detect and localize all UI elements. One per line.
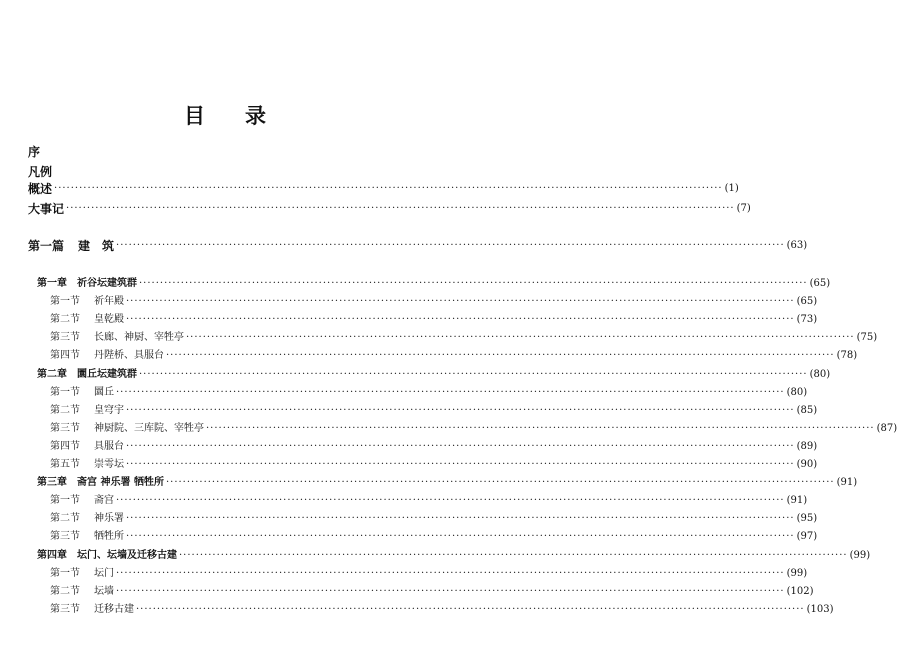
leader-dots: ································································································································································: [186, 332, 855, 343]
toc-section-item[interactable]: [0, 565, 808, 583]
leader-dots: ································································································································································: [166, 350, 835, 361]
leader-dots: ································································································································································: [116, 568, 785, 579]
toc-section-number: 第五节: [50, 459, 80, 470]
toc-entry-title: 迁移古建: [94, 604, 134, 615]
toc-chapter-number: 第三章: [37, 477, 67, 488]
toc-front-item[interactable]: [0, 163, 450, 181]
leader-dots: ································································································································································: [126, 314, 795, 325]
toc-entry-title: 崇雩坛: [94, 459, 124, 470]
toc-section-number: 第一节: [50, 495, 80, 506]
leader-dots: ································································································································································: [126, 531, 795, 542]
toc-page-number: (65): [809, 278, 831, 289]
title-char-2: 录: [245, 104, 266, 128]
toc-chapter-item[interactable]: [0, 366, 831, 384]
toc-section-item[interactable]: [0, 456, 818, 474]
toc-section-item[interactable]: [0, 438, 818, 456]
leader-dots: ································································································································································: [126, 296, 795, 307]
toc-entry-title: 长廊、神厨、宰牲亭: [94, 332, 184, 343]
toc-section-number: 第一节: [50, 387, 80, 398]
toc-page-number: (102): [786, 586, 814, 597]
toc-page-number: (73): [796, 314, 818, 325]
toc-front-item[interactable]: [0, 180, 739, 198]
leader-dots: ································································································································································: [126, 459, 795, 470]
toc-section-item[interactable]: [0, 384, 808, 402]
toc-section-item[interactable]: [0, 510, 818, 528]
leader-dots: ································································································································································: [116, 240, 785, 251]
toc-section-number: 第三节: [50, 531, 80, 542]
toc-section-item[interactable]: [0, 601, 834, 619]
leader-dots: ································································································································································: [139, 278, 808, 289]
leader-dots: ································································································································································: [179, 550, 848, 561]
toc-page-number: (7): [736, 203, 751, 214]
toc-label: 大事记: [28, 202, 65, 216]
toc-entry-title: 具服台: [94, 441, 124, 452]
leader-dots: ································································································································································: [126, 513, 795, 524]
toc-entry-title: 斋宫 神乐署 牺牲所: [77, 477, 164, 488]
toc-entry-title: 牺牲所: [94, 531, 124, 542]
toc-part-title: 建 筑: [78, 239, 115, 253]
toc-page-number: (95): [796, 513, 818, 524]
toc-page-number: (99): [849, 550, 871, 561]
toc-page-number: (78): [836, 350, 858, 361]
toc-section-number: 第一节: [50, 568, 80, 579]
toc-section-item[interactable]: [0, 420, 897, 438]
toc-section-item[interactable]: [0, 311, 818, 329]
toc-section-item[interactable]: [0, 528, 818, 546]
toc-page-number: (91): [836, 477, 858, 488]
toc-page-number: (90): [796, 459, 818, 470]
toc-part-number: 第一篇: [28, 239, 65, 253]
toc-section-number: 第一节: [50, 296, 80, 307]
toc-section-number: 第三节: [50, 423, 80, 434]
toc-page-number: (99): [786, 568, 808, 579]
toc-page-number: (80): [809, 369, 831, 380]
toc-section-number: 第四节: [50, 350, 80, 361]
toc-entry-title: 斋宫: [94, 495, 114, 506]
leader-dots: ································································································································································: [126, 405, 795, 416]
toc-page-number: (103): [806, 604, 834, 615]
toc-section-item[interactable]: [0, 293, 818, 311]
leader-dots: ································································································································································: [66, 203, 735, 214]
toc-front-item[interactable]: [0, 143, 450, 161]
toc-chapter-item[interactable]: [0, 275, 831, 293]
toc-chapter-item[interactable]: [0, 474, 858, 492]
toc-section-number: 第三节: [50, 604, 80, 615]
toc-section-number: 第二节: [50, 405, 80, 416]
toc-page-number: (65): [796, 296, 818, 307]
toc-entry-title: 皇穹宇: [94, 405, 124, 416]
toc-section-number: 第四节: [50, 441, 80, 452]
toc-chapter-number: 第四章: [37, 550, 67, 561]
toc-section-item[interactable]: [0, 492, 808, 510]
toc-entry-title: 神厨院、三库院、宰牲亭: [94, 423, 204, 434]
toc-part-item[interactable]: [0, 237, 808, 255]
toc-chapter-number: 第二章: [37, 369, 67, 380]
toc-entry-title: 皇乾殿: [94, 314, 124, 325]
leader-dots: ································································································································································: [206, 423, 875, 434]
toc-section-item[interactable]: [0, 402, 818, 420]
toc-section-item[interactable]: [0, 329, 878, 347]
toc-section-item[interactable]: [0, 583, 814, 601]
toc-label: 概述: [28, 182, 53, 196]
toc-page-number: (89): [796, 441, 818, 452]
toc-front-item[interactable]: [0, 200, 751, 218]
toc-entry-title: 圜丘: [94, 387, 114, 398]
toc-entry-title: 神乐署: [94, 513, 124, 524]
toc-entry-title: 坛门: [94, 568, 114, 579]
toc-entry-title: 祈谷坛建筑群: [77, 278, 137, 289]
leader-dots: ································································································································································: [136, 604, 805, 615]
page-title: [0, 100, 450, 130]
toc-page-number: (85): [796, 405, 818, 416]
leader-dots: ································································································································································: [116, 586, 785, 597]
toc-page-number: (1): [724, 183, 739, 194]
toc-entry-title: 丹陛桥、具服台: [94, 350, 164, 361]
toc-chapter-number: 第一章: [37, 278, 67, 289]
toc-entry-title: 祈年殿: [94, 296, 124, 307]
leader-dots: ································································································································································: [165, 477, 835, 488]
toc-entry-title: 坛门、坛墙及迁移古建: [77, 550, 177, 561]
toc-section-number: 第三节: [50, 332, 80, 343]
toc-page-number: (80): [786, 387, 808, 398]
toc-page-number: (75): [856, 332, 878, 343]
title-char-1: 目: [184, 104, 205, 128]
toc-entry-title: 圜丘坛建筑群: [77, 369, 137, 380]
toc-label: 凡例: [28, 165, 53, 179]
toc-section-number: 第二节: [50, 586, 80, 597]
toc-section-item[interactable]: [0, 347, 858, 365]
leader-dots: ································································································································································: [116, 387, 785, 398]
leader-dots: ································································································································································: [126, 441, 795, 452]
toc-section-number: 第二节: [50, 314, 80, 325]
toc-page-number: (63): [786, 240, 808, 251]
leader-dots: ································································································································································: [54, 183, 723, 194]
toc-page-number: (87): [876, 423, 897, 434]
toc-label: 序: [28, 145, 41, 159]
leader-dots: ································································································································································: [116, 495, 785, 506]
toc-chapter-item[interactable]: [0, 547, 871, 565]
toc-entry-title: 坛墙: [94, 586, 114, 597]
toc-section-number: 第二节: [50, 513, 80, 524]
toc-page-number: (97): [796, 531, 818, 542]
leader-dots: ································································································································································: [139, 369, 808, 380]
toc-page-number: (91): [786, 495, 808, 506]
